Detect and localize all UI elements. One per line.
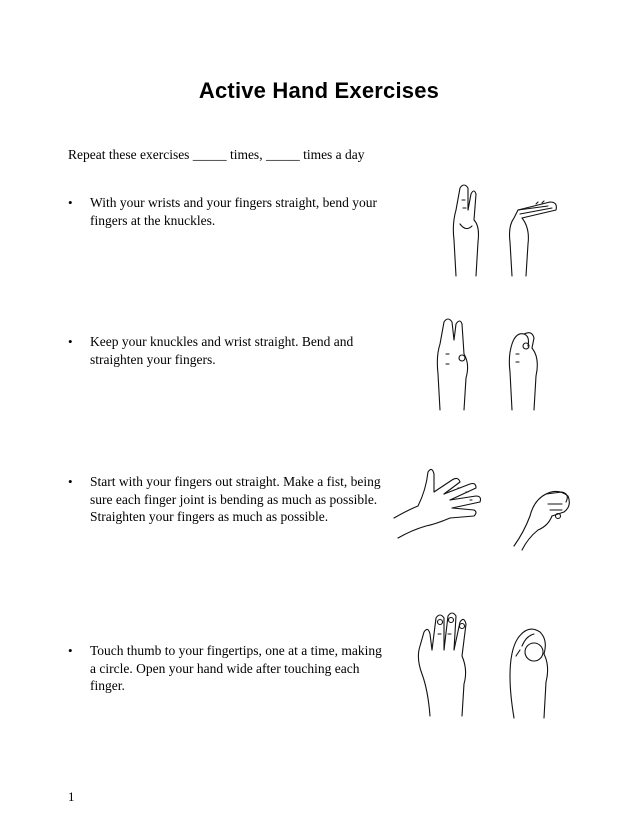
- page-number: 1: [68, 789, 75, 804]
- make-fist-illustration: [392, 460, 582, 555]
- bullet: •: [68, 643, 73, 658]
- finger-curl-illustration: [428, 314, 568, 414]
- intro-instructions: Repeat these exercises _____ times, _____ times a day: [68, 147, 365, 162]
- exercise-text-4: Touch thumb to your fingertips, one at a time, making a circle. Open your hand wide after touching each finger.: [90, 643, 382, 693]
- bullet: •: [68, 334, 73, 349]
- exercise-text-3: Start with your fingers out straight. Make a fist, being sure each finger joint is bending as much as possible. Straighten your fingers as much as possible.: [90, 474, 381, 524]
- page-title: Active Hand Exercises: [198, 78, 440, 103]
- bullet: •: [68, 474, 73, 489]
- exercise-text-2: Keep your knuckles and wrist straight. Bend and straighten your fingers.: [90, 334, 354, 367]
- exercise-text-1: With your wrists and your fingers straight, bend your fingers at the knuckles.: [90, 195, 378, 228]
- thumb-touch-illustration: [410, 610, 570, 720]
- bullet: •: [68, 195, 73, 210]
- knuckle-bend-illustration: [438, 180, 568, 280]
